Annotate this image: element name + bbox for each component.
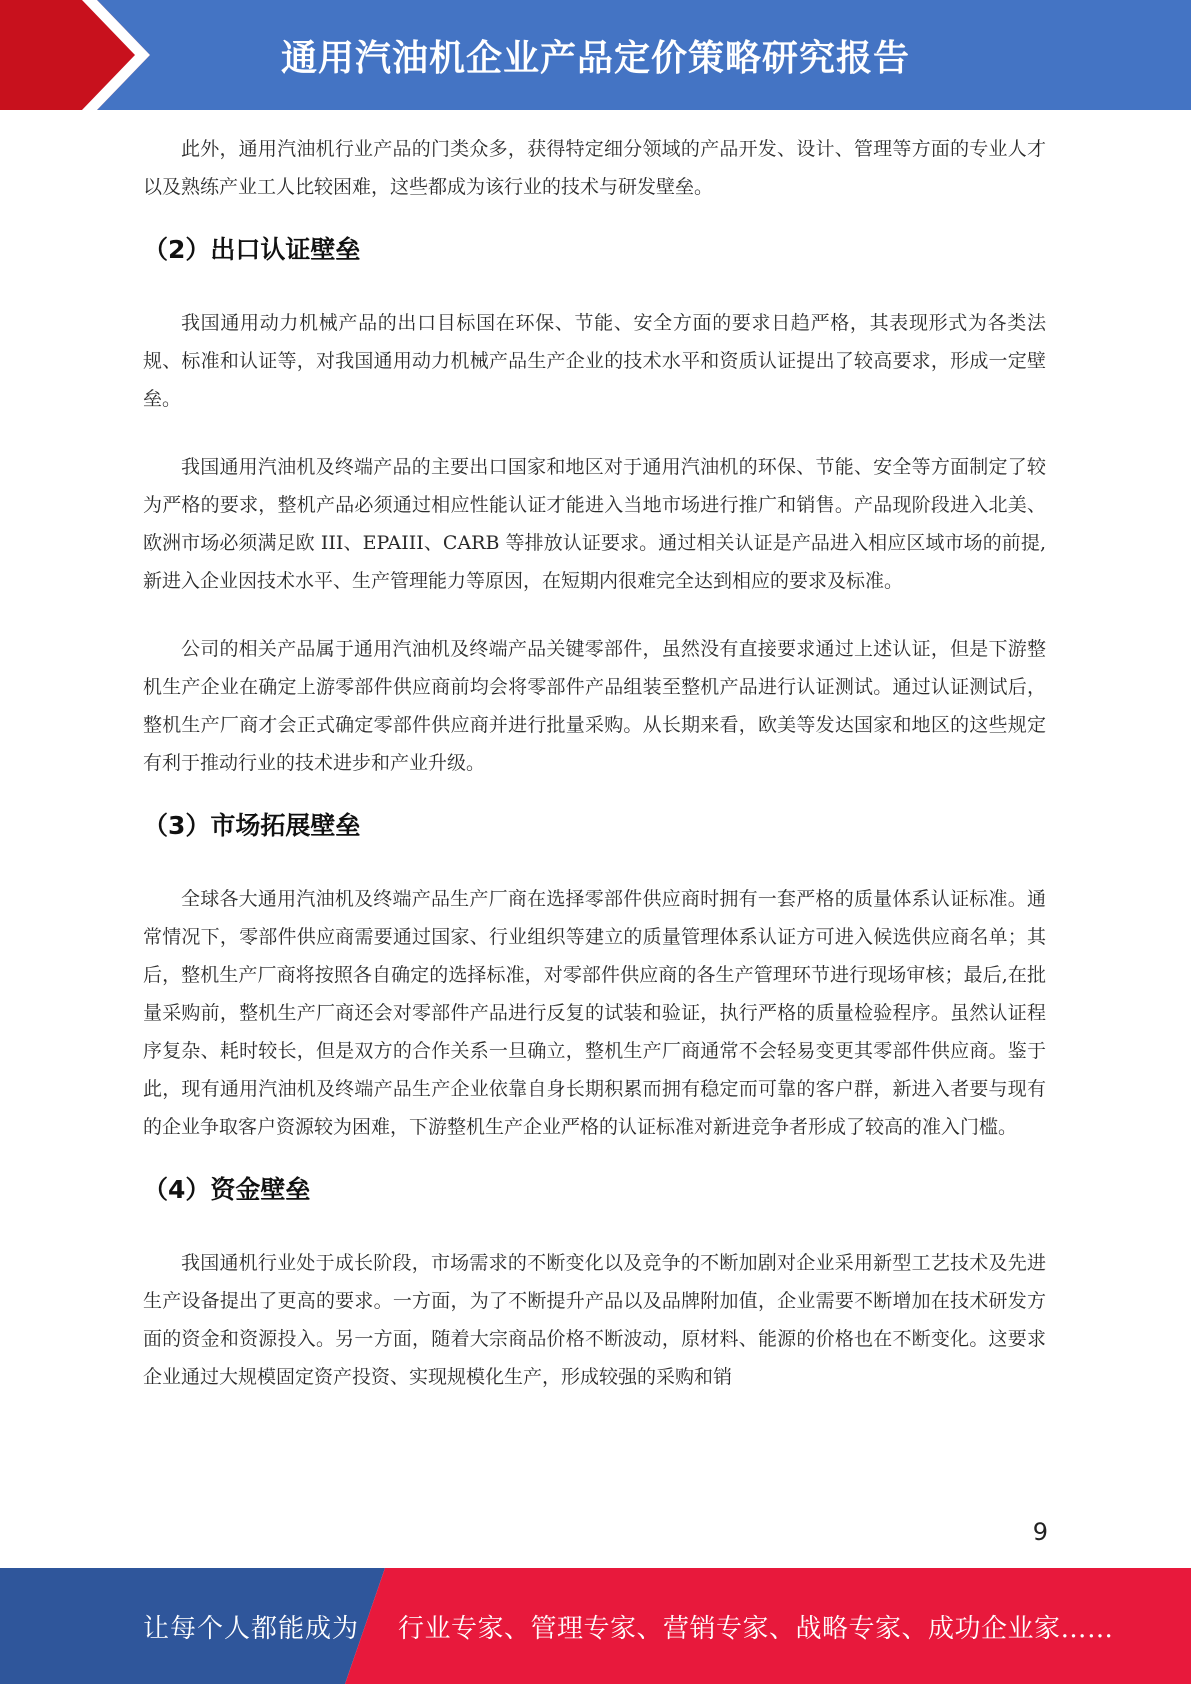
footer-slogan-right: 行业专家、管理专家、营销专家、战略专家、成功企业家……: [398, 1613, 1114, 1644]
page-number: 9: [1032, 1518, 1048, 1546]
page-footer: [0, 1568, 1191, 1684]
section-heading-capital: （4）资金壁垒: [143, 1175, 311, 1204]
paragraph-capital: 我国通机行业处于成长阶段，市场需求的不断变化以及竞争的不断加剧对企业采用新型工艺技术及先进生产设备提出了更高的要求。一方面，为了不断提升产品以及品牌附加值，企业需要不断增加在技术研发方面的资金和资源投入。另一方面，随着大宗商品价格不断波动，原材料、能源的价格也在不断变化。这要求企业通过大规模固定资产投资、实现规模化生产，形成较强的采购和销: [143, 1252, 1046, 1388]
paragraph-intro: 此外，通用汽油机行业产品的门类众多，获得特定细分领域的产品开发、设计、管理等方面的专业人才以及熟练产业工人比较困难，这些都成为该行业的技术与研发壁垒。: [143, 138, 1046, 198]
paragraph-market-expansion: 全球各大通用汽油机及终端产品生产厂商在选择零部件供应商时拥有一套严格的质量体系认证标准。通常情况下，零部件供应商需要通过国家、行业组织等建立的质量管理体系认证方可进入候选供应商名单；其后，整机生产厂商将按照各自确定的选择标准，对零部件供应商的各生产管理环节进行现场审核；最后,在批量采购前，整机生产厂商还会对零部件产品进行反复的试装和验证，执行严格的质量检验程序。虽然认证程序复杂、耗时较长，但是双方的合作关系一旦确立，整机生产厂商通常不会轻易变更其零部件供应商。鉴于此，现有通用汽油机及终端产品生产企业依靠自身长期积累而拥有稳定而可靠的客户群，新进入者要与现有的企业争取客户资源较为困难，下游整机生产企业严格的认证标准对新进竞争者形成了较高的准入门槛。: [143, 888, 1046, 1138]
report-title: 通用汽油机企业产品定价策略研究报告: [280, 37, 910, 79]
page-header: [0, 0, 1191, 110]
paragraph-export-requirements: 我国通用动力机械产品的出口目标国在环保、节能、安全方面的要求日趋严格，其表现形式为各类法规、标准和认证等，对我国通用动力机械产品生产企业的技术水平和资质认证提出了较高要求，形成一定壁垒。: [143, 312, 1046, 410]
section-heading-market-expansion: （3）市场拓展壁垒: [143, 811, 361, 840]
paragraph-company-products: 公司的相关产品属于通用汽油机及终端产品关键零部件，虽然没有直接要求通过上述认证，但是下游整机生产企业在确定上游零部件供应商前均会将零部件产品组装至整机产品进行认证测试。通过认证测试后，整机生产厂商才会正式确定零部件供应商并进行批量采购。从长期来看，欧美等发达国家和地区的这些规定有利于推动行业的技术进步和产业升级。: [143, 638, 1046, 774]
footer-slogan-left: 让每个人都能成为: [143, 1613, 360, 1644]
section-heading-export-certification: （2）出口认证壁垒: [143, 235, 361, 264]
document-body: [143, 130, 1046, 1396]
paragraph-export-markets: 我国通用汽油机及终端产品的主要出口国家和地区对于通用汽油机的环保、节能、安全等方面制定了较为严格的要求，整机产品必须通过相应性能认证才能进入当地市场进行推广和销售。产品现阶段进入北美、欧洲市场必须满足欧 III、EPAIII、CARB 等排放认证要求。通过相关认证是产品进入相应区域市场的前提,新进入企业因技术水平、生产管理能力等原因，在短期内很难完全达到相应的要求及标准。: [143, 456, 1046, 592]
